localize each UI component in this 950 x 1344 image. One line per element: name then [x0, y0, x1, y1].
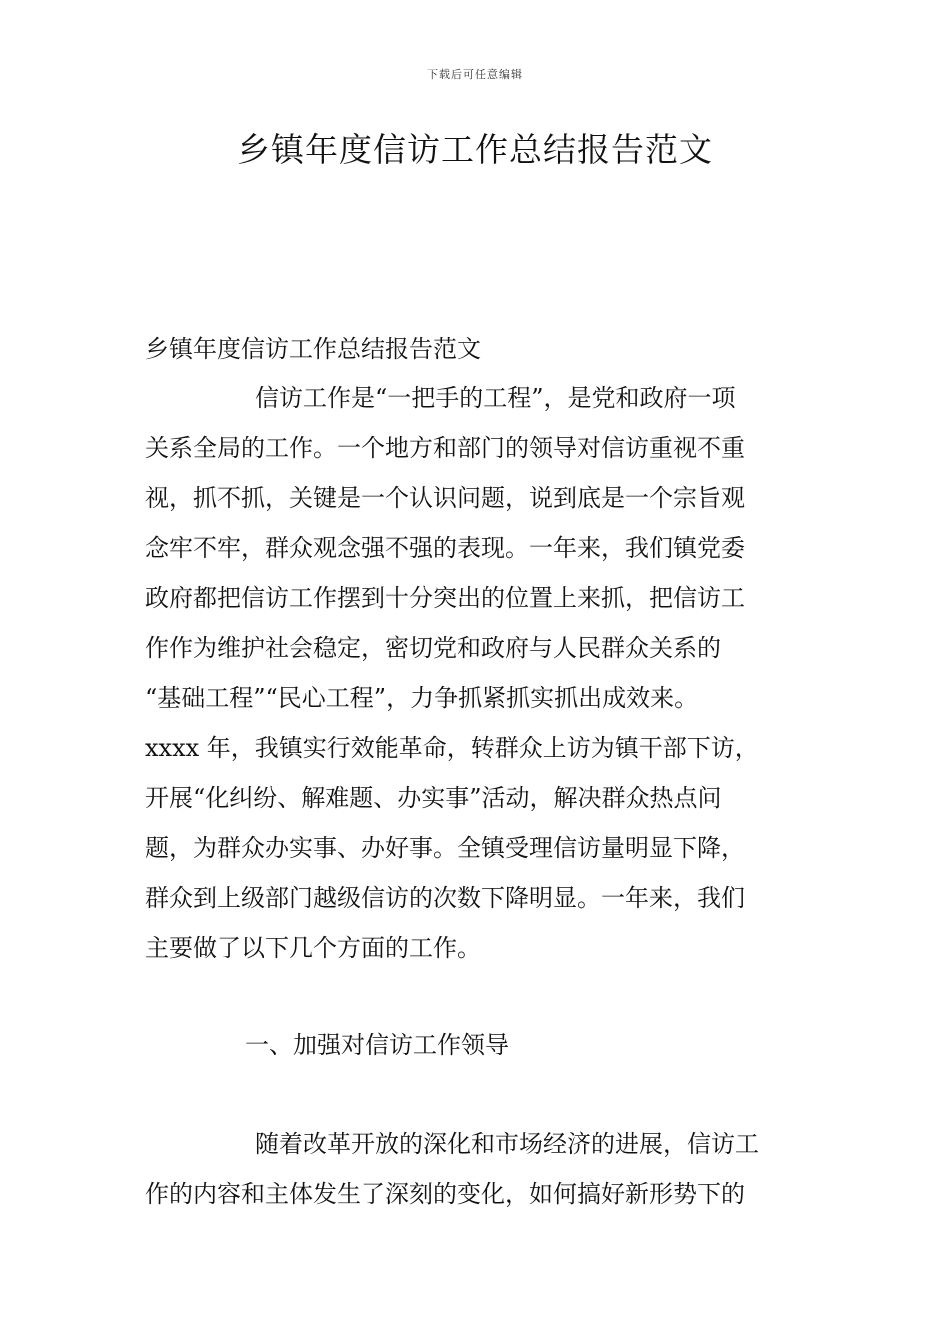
paragraph-line: 开展“化纠纷、解难题、办实事”活动，解决群众热点问	[145, 784, 722, 812]
document-title: 乡镇年度信访工作总结报告范文	[237, 130, 713, 169]
paragraph-line: 群众到上级部门越级信访的次数下降明显。一年来，我们	[145, 884, 745, 912]
paragraph-line: 作的内容和主体发生了深刻的变化，如何搞好新形势下的	[145, 1180, 745, 1208]
paragraph-line: xxxx 年，我镇实行效能革命，转群众上访为镇干部下访，	[145, 734, 759, 762]
paragraph-line: 关系全局的工作。一个地方和部门的领导对信访重视不重	[145, 434, 745, 462]
paragraph-line: 主要做了以下几个方面的工作。	[145, 934, 481, 962]
header-note: 下载后可任意编辑	[427, 68, 523, 81]
section-heading: 一、加强对信访工作领导	[245, 1031, 509, 1059]
paragraph-line: 作作为维护社会稳定，密切党和政府与人民群众关系的	[145, 634, 721, 662]
document-subtitle: 乡镇年度信访工作总结报告范文	[145, 335, 481, 363]
paragraph-intro	[145, 373, 815, 973]
paragraph-line: 信访工作是“一把手的工程”，是党和政府一项	[255, 384, 736, 412]
paragraph-line: “基础工程”“民心工程”，力争抓紧抓实抓出成效来。	[145, 684, 699, 712]
paragraph-line: 政府都把信访工作摆到十分突出的位置上来抓，把信访工	[145, 584, 745, 612]
paragraph-line: 随着改革开放的深化和市场经济的进展，信访工	[255, 1130, 759, 1158]
paragraph-line: 念牢不牢，群众观念强不强的表现。一年来，我们镇党委	[145, 534, 745, 562]
paragraph-line: 视，抓不抓，关键是一个认识问题，说到底是一个宗旨观	[145, 484, 745, 512]
paragraph-line: 题，为群众办实事、办好事。全镇受理信访量明显下降，	[145, 834, 745, 862]
paragraph-section1	[145, 1119, 815, 1219]
